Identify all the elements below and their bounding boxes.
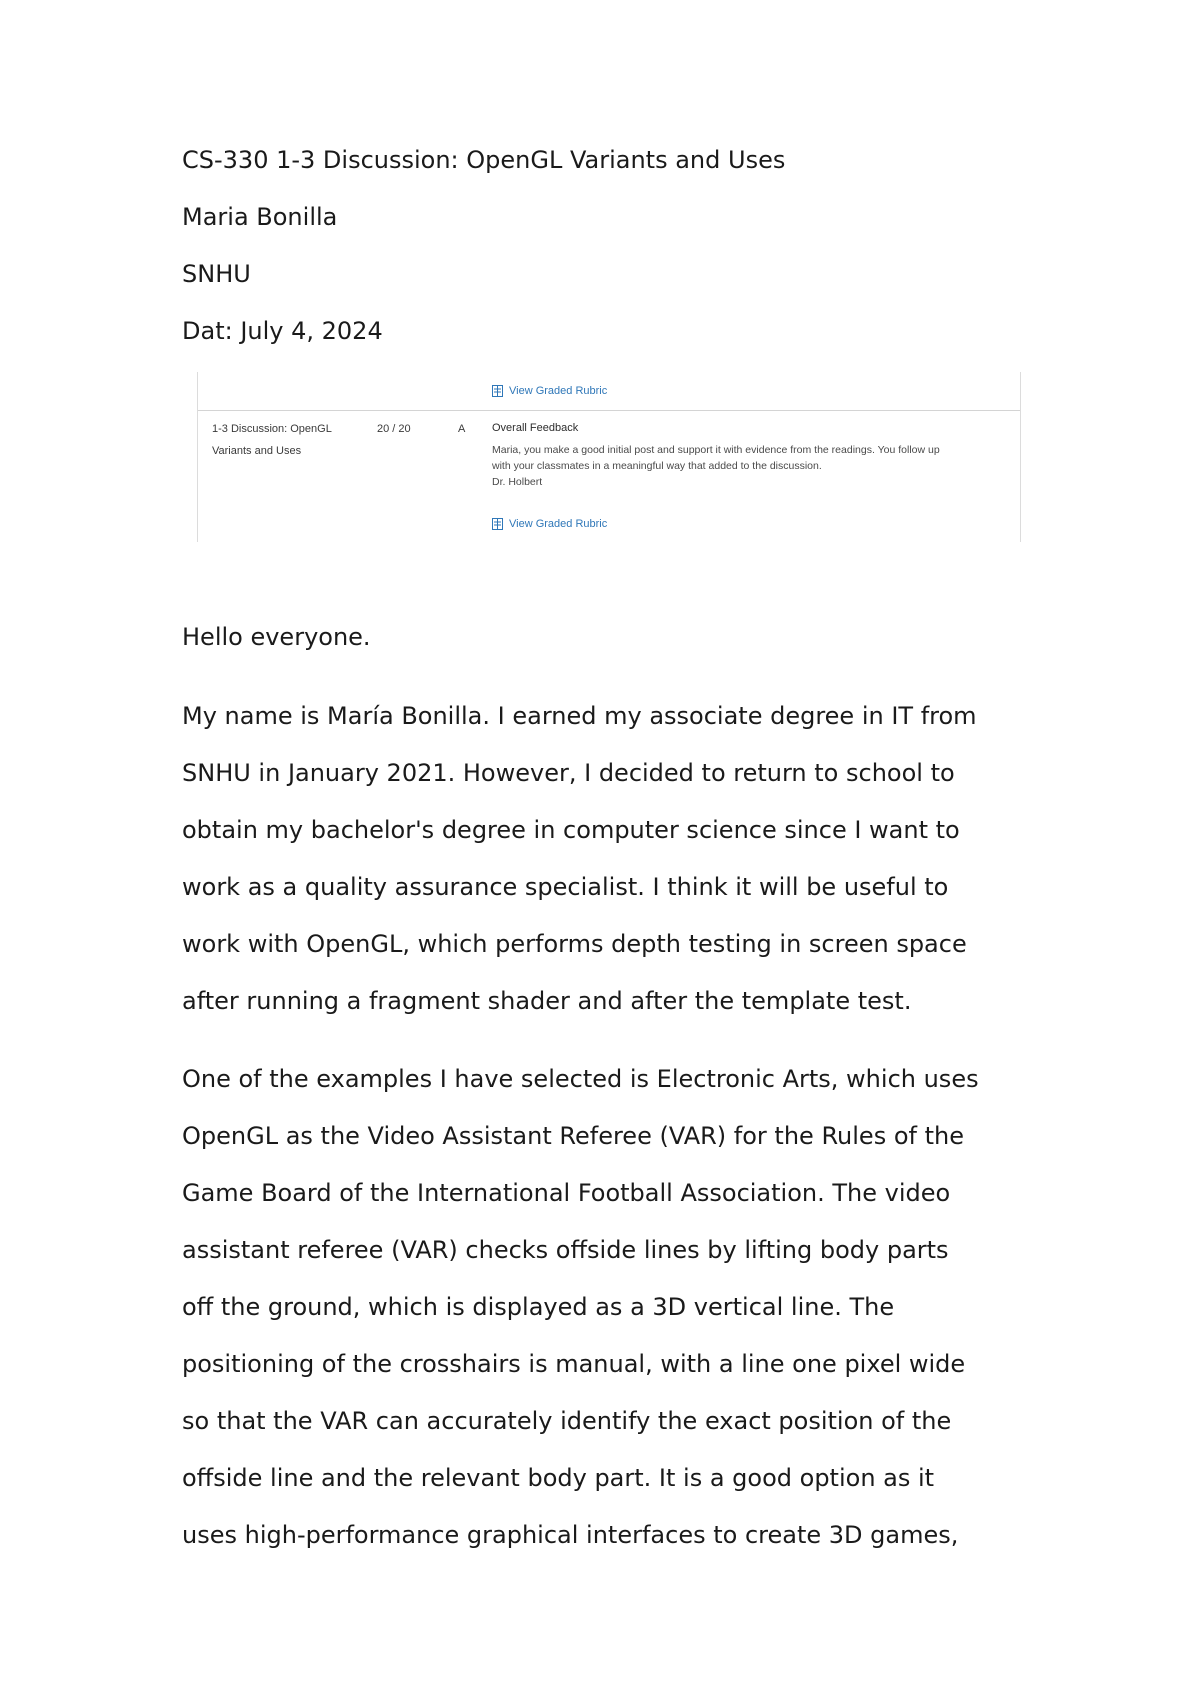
assignment-score: 20 / 20 xyxy=(377,423,411,435)
paragraph-line: OpenGL as the Video Assistant Referee (VAR) for the Rules of the xyxy=(182,1122,964,1150)
document-date: Dat: July 4, 2024 xyxy=(182,317,383,345)
paragraph-line: Game Board of the International Football Association. The video xyxy=(182,1179,951,1207)
rubric-icon xyxy=(492,518,503,530)
paragraph-line: work as a quality assurance specialist. I think it will be useful to xyxy=(182,873,949,901)
document-title: CS-330 1-3 Discussion: OpenGL Variants and Uses xyxy=(182,146,786,174)
paragraph-line: One of the examples I have selected is Electronic Arts, which uses xyxy=(182,1065,979,1093)
paragraph-line: My name is María Bonilla. I earned my associate degree in IT from xyxy=(182,702,977,730)
view-graded-rubric-label-top[interactable]: View Graded Rubric xyxy=(509,385,608,397)
feedback-text-line2: with your classmates in a meaningful way that added to the discussion. xyxy=(492,460,822,472)
view-graded-rubric-link-bottom[interactable] xyxy=(492,518,607,530)
assignment-name-line1: 1-3 Discussion: OpenGL xyxy=(212,423,332,435)
assignment-name xyxy=(212,421,332,459)
author-name: Maria Bonilla xyxy=(182,203,338,231)
paragraph-line: assistant referee (VAR) checks offside lines by lifting body parts xyxy=(182,1236,949,1264)
overall-feedback-title: Overall Feedback xyxy=(492,422,579,434)
assignment-name-line2: Variants and Uses xyxy=(212,445,302,457)
view-graded-rubric-link-top[interactable] xyxy=(492,385,607,397)
paragraph-line: uses high-performance graphical interfaces to create 3D games, xyxy=(182,1521,959,1549)
paragraph-line: so that the VAR can accurately identify the exact position of the xyxy=(182,1407,952,1435)
table-divider xyxy=(198,410,1020,411)
paragraph-line: SNHU in January 2021. However, I decided to return to school to xyxy=(182,759,955,787)
embedded-grade-screenshot xyxy=(197,372,1021,542)
paragraph-example xyxy=(182,1051,1042,1564)
paragraph-line: obtain my bachelor's degree in computer science since I want to xyxy=(182,816,960,844)
paragraph-introduction xyxy=(182,688,1042,1030)
paragraph-line: offside line and the relevant body part. It is a good option as it xyxy=(182,1464,935,1492)
paragraph-line: off the ground, which is displayed as a 3D vertical line. The xyxy=(182,1293,895,1321)
paragraph-line: work with OpenGL, which performs depth testing in screen space xyxy=(182,930,967,958)
feedback-text-line1: Maria, you make a good initial post and support it with evidence from the readings. You follow up xyxy=(492,444,940,456)
paragraph-line: positioning of the crosshairs is manual, with a line one pixel wide xyxy=(182,1350,966,1378)
rubric-icon xyxy=(492,385,503,397)
assignment-grade: A xyxy=(458,423,466,435)
view-graded-rubric-label-bottom[interactable]: View Graded Rubric xyxy=(509,518,608,530)
institution: SNHU xyxy=(182,260,251,288)
paragraph-line: after running a fragment shader and after the template test. xyxy=(182,987,912,1015)
feedback-signature: Dr. Holbert xyxy=(492,476,543,488)
greeting: Hello everyone. xyxy=(182,623,371,651)
